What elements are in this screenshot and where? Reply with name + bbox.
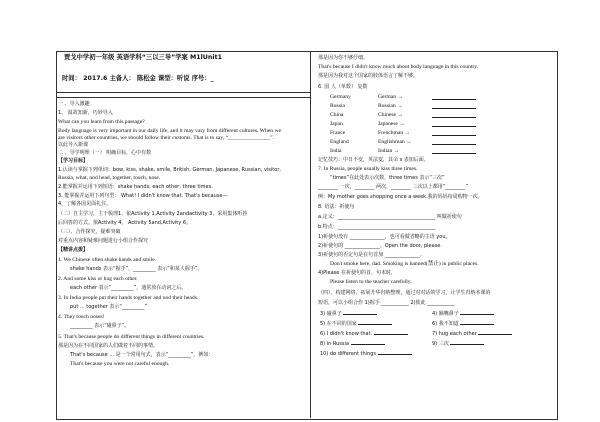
country-name: Germany [330, 94, 351, 100]
goal-line-2: Russia, what, nod head, together, touch, nose. [58, 175, 161, 181]
country-name: England [330, 139, 349, 145]
goal-line-5: 4、了解各国见面礼仪。 [58, 201, 112, 207]
grammar-definition: a.定义：_______________________________________ 叫做祈使句 [318, 214, 462, 220]
nationality-singular: Russian → [378, 103, 403, 109]
phrase-answer-blank[interactable] [460, 320, 494, 325]
grammar-heading: 8. 语法：祈使句 [318, 204, 355, 210]
nationality-singular: Englishman → [378, 139, 412, 145]
phrase-answer-blank[interactable] [374, 330, 408, 335]
passage-line-2: are visitors other countries, we should follow their customs. That is to say, “_______________”. [58, 135, 274, 141]
goal-line-3: 2.能掌握并运用下列短语：shake hands, each other, three times. [58, 184, 213, 190]
point-2: 2. And some kiss or hug each other. [58, 276, 138, 282]
passage-line-1: Body language is very important in our daily life, and it may vary from different cultures. When we [58, 128, 282, 134]
nationality-singular: Frenchman → [378, 130, 411, 136]
nationality-singular: Indian → [378, 148, 400, 154]
cooperation-heading: （三）、合作探究，疑难突破 [58, 229, 121, 235]
point-4-note: _________ 表示“碰鼻子”。 [70, 323, 130, 329]
country-name: China [330, 112, 344, 118]
phrase-answer-blank[interactable] [351, 340, 385, 345]
times-fill-in: ________ 一次，________ 两次，________ 三次以上都用“________” [318, 184, 468, 190]
point-1-note: shake hands 表示“握手”，_________ 表示“和某人握手”。 [70, 266, 203, 272]
nationality-singular: German → [378, 94, 404, 100]
worksheet-title: 贾戈中学初一年级 英语学科“三以三导”学案 M1lUnit1 [64, 54, 222, 61]
plural-blank[interactable] [432, 95, 476, 100]
point-5-translation: 那是因为在不同国家的人们做着不同的事情。 [58, 343, 159, 349]
plural-blank[interactable] [432, 113, 476, 118]
nationality-table-header: 6. 国 人（单数） 复数 [318, 84, 368, 90]
plural-blank[interactable] [432, 140, 476, 145]
plural-blank[interactable] [432, 149, 476, 154]
phrase-item: 6) 我不知道 [432, 320, 494, 327]
phrase-answer-blank[interactable] [358, 320, 392, 325]
phrase-item: 6) I didn't know that. [320, 330, 408, 337]
country-name: India [330, 148, 342, 154]
phrase-item: 8) in Russia [320, 340, 385, 347]
self-study-line-2: 后回答的方式。依Activity 4， Activity 5and,Activity 6。 [58, 220, 191, 226]
goal-line-4: 3. 能掌握并运用下列句型： What! I didn't know that. That's because— [58, 193, 228, 199]
grammar-example-2: Please listen to the teacher carefully. [330, 279, 412, 285]
country-name: Russia [330, 103, 345, 109]
section-goals: 【学习目标】 [58, 158, 89, 164]
grammar-rule-2: 2)祈使句的 ______________。Open the door, please. [318, 243, 442, 249]
section-warmup: 1、 温故知新，巧妙导入 [58, 110, 113, 116]
cooperation-text: 对重点内容和疑难问题进行小组合作探究 [58, 238, 149, 244]
plural-blank[interactable] [432, 104, 476, 109]
point-7: 7. In Russia, people usually kiss three times. [318, 166, 418, 172]
point-5-note: That's because ... 是一个常用句式，表示“_________”，例如： [70, 352, 214, 358]
phrases-intro: 短语，可以小组合作 1)握手 ___________ 2)彼此 ___________ [318, 300, 455, 306]
goal-line-1: 1.认读与掌握下列单词：bow, kiss, shake, smile, British, German, Japanese, Russian, visitor, [58, 167, 281, 173]
point-1: 1. We Chinese often shake hands and smile. [58, 257, 157, 263]
plural-blank[interactable] [432, 122, 476, 127]
country-name: Japan [330, 121, 343, 127]
point-3: 3. In India people put their hands together and nod their heads. [58, 295, 199, 301]
passage-line-3: 以此导入新课 [58, 142, 89, 148]
phrase-answer-blank[interactable] [460, 310, 494, 315]
nationality-singular: Japanese → [378, 121, 405, 127]
grammar-rule-1: 1)祈使句没有 ______________，也可看做省略的主语 you。 [318, 234, 451, 240]
column-divider [310, 51, 311, 418]
example-translation-1: 那是因为你不够仔细。 [318, 55, 369, 61]
example-2: That's because I didn't know much about body language in this country. [318, 64, 479, 70]
network-heading: （四）、构建网络，拓展升华归纳整理，通过对对话的学习，让学生归纳本课的 [318, 290, 491, 296]
plural-blank[interactable] [432, 131, 476, 136]
phrase-item: 3) 碰鼻子 [320, 310, 377, 317]
times-example: 例：My mother goes shopping once a week.我的妈妈每周购物一次。 [318, 194, 483, 200]
example-translation-2: 那是因为我对这个国家的肢体语言了解不够。 [318, 73, 419, 79]
section-explanation: 【精讲点拨】 [58, 247, 89, 253]
point-5: 5. That's because people do different things in different countries. [58, 334, 205, 340]
grammar-example-1: Don't smoke here, dad. Smoking is banned(禁止) in public places. [330, 261, 479, 267]
phrase-item: 4) 额嘴鼻子 [432, 310, 494, 317]
phrase-answer-blank[interactable] [343, 310, 377, 315]
phrase-item: 7) hug each other [432, 330, 512, 337]
point-5-example: That's because you were not careful enough. [70, 361, 170, 367]
header-divider-2 [56, 97, 310, 98]
header-divider [56, 92, 310, 93]
country-name: France [330, 130, 346, 136]
phrase-item: 9) 三次 [432, 340, 484, 347]
warmup-question: What can you learn from this passage? [58, 119, 145, 125]
grammar-features: b.特点：_______________________________________ [318, 224, 436, 230]
nationality-singular: Chinese → [378, 112, 404, 118]
point-7-note: “times”在此处表示次数，three times 表示“三次” [330, 175, 445, 181]
phrase-answer-blank[interactable] [478, 330, 512, 335]
section-goals-intro: 二 、导学明理（一） 明确目标，心中有数 [58, 150, 152, 156]
point-3-note: put ... together 表示“_________” [70, 304, 148, 310]
lesson-info: 时间： 2017.6 主备人： 陈松金 课型：听说 序号：_ [62, 75, 214, 82]
grammar-rule-4: 4)Please 在祈使句的首、句末时， [318, 270, 396, 276]
grammar-rule-3: 3)祈使句的否定句是在句首加 ______________。 [318, 252, 425, 258]
phrase-answer-blank[interactable] [378, 350, 412, 355]
phrase-item: 10) do different things [320, 350, 412, 357]
phrase-item: 5) 在不同的国家 [320, 320, 392, 327]
self-study-line-1: （二）自主学习，主干梳理1、依Activity 1,Activity 2andactivity 3，采用集体听抄 [58, 211, 248, 217]
phrase-answer-blank[interactable] [450, 340, 484, 345]
section-intro: 一 、导入激趣 [58, 101, 90, 107]
point-2-note: each other 表示“_________”，通常放在动词之后。 [70, 285, 187, 291]
memory-tip: 记忆技巧：中日不变，英法变，其余 s 表加后面。 [318, 157, 429, 163]
point-4: 4. They touch noses! [58, 314, 105, 320]
